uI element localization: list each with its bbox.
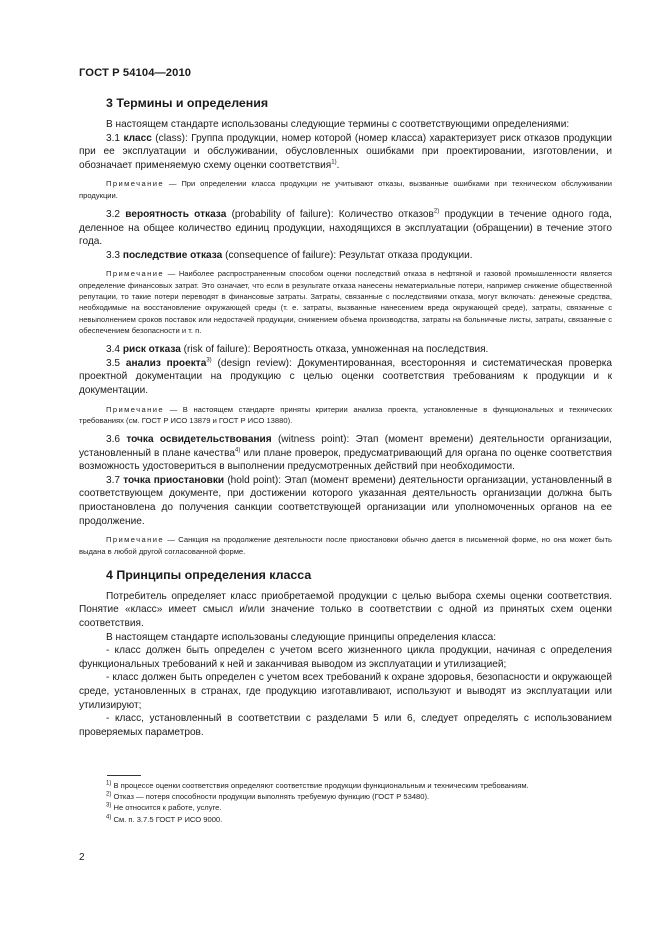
footnotes — [79, 780, 612, 825]
footnote-4: $^{4)}$ См. п. 3.7.5 ГОСТ Р ИСО 9000. — [106, 814, 223, 824]
term-3-5: 3.5 анализ проекта$^{3)}$ (design review): Документированная, всесторонняя и систематическая проверка проектной документации на продукцию с целью оценки соответствия требованиям к продукции и к документации. — [79, 357, 613, 396]
section-4-paragraph-2: В настоящем стандарте использованы следующие принципы определения класса: — [106, 631, 497, 643]
note-2: Примечание — Наиболее распространенным способом оценки последствий отказа в нефтяной и газовой промышленности является определение финансовых затрат. Это означает, что если в результате отказа нанесены нематериальные потери, например снижение общественной репутации, то такие потери переводят в финансовые затраты. Затраты, связанные с последствиями отказа, могут включать: денежные средства, необходимые на восстановление окружающей среды (т. е. затраты, вызванные нанесением вреда окружающей среде), затраты, связанные с невыполнением сроков поставок или недостачей продукции, снижением объема производства, затраты на больничные листы, затраты, связанные с обеспечением безопасности и т. п. — [79, 269, 612, 335]
page-number: 2 — [79, 852, 85, 863]
term-3-3: 3.3 последствие отказа (consequence of failure): Результат отказа продукции. — [106, 249, 473, 261]
note-3: Примечание — В настоящем стандарте приняты критерии анализа проекта, установленные в функциональных и технических требованиях (см. ГОСТ Р ИСО 13879 и ГОСТ Р ИСО 13880). — [79, 404, 612, 425]
section-3-heading: 3 Термины и определения — [106, 96, 269, 110]
document-header: ГОСТ Р 54104—2010 — [79, 67, 192, 79]
footnote-2: $^{2)}$ Отказ — потеря способности продукции выполнять требуемую функцию (ГОСТ Р 53480). — [106, 791, 430, 802]
footnote-3: $^{3)}$ Не относится к работе, услуге. — [106, 802, 222, 813]
page-content — [79, 96, 612, 739]
section-4-heading: 4 Принципы определения класса — [106, 567, 312, 582]
principle-item-1: - класс должен быть определен с учетом всего жизненного цикла продукции, начиная с определения функциональных требований к ней и заканчивая выводом из эксплуатации и утилизацией; — [79, 645, 612, 670]
principle-item-3: - класс, установленный в соответствии с разделами 5 или 6, следует определять с использованием проверяемых параметров. — [79, 713, 612, 738]
term-3-6: 3.6 точка освидетельствования (witness point): Этап (момент времени) деятельности организации, установленный в плане качества$^{4)}$ или плане проверок, предусматривающий для органа по оценке соответствия возможность удостовериться в выполнении предусмотренных действий при необходимости. — [79, 434, 613, 473]
term-3-4: 3.4 риск отказа (risk of failure): Вероятность отказа, умноженная на последствия. — [106, 344, 489, 356]
term-3-1: 3.1 класс (class): Группа продукции, номер которой (номер класса) характеризует риск отказов продукции при ее эксплуатации и обслуживании, обусловленных ошибками при проектировании, изготовлении, и обозначает применяемую схему оценки соответствия$^{1)}$. — [79, 132, 612, 171]
footnote-separator — [107, 775, 141, 776]
section-4-paragraph-1: Потребитель определяет класс приобретаемой продукции с целью выбора схемы оценки соответствия. Понятие «класс» имеет смысл и/или значение только в соответствии с одной из принятых схем оценки соответствия. — [79, 590, 612, 630]
principle-item-2: - класс должен быть определен с учетом всех требований к охране здоровья, безопасности и окружающей среде, установленных в странах, где продукцию изготавливают, используют и выводят из эксплуатации или утилизируют; — [79, 672, 612, 711]
note-1: Примечание — При определении класса продукции не учитывают отказы, вызванные ошибками при техническом обслуживании продукции. — [79, 179, 612, 200]
note-4: Примечание — Санкция на продолжение деятельности после приостановки обычно дается в письменной форме, но она может быть выдана в любой другой согласованной форме. — [79, 535, 612, 556]
term-3-2: 3.2 вероятность отказа (probability of failure): Количество отказов$^{2)}$ продукции в течение одного года, деленное на общее количество единиц продукции, находящихся в эксплуатации (обращении) в течение этого года. — [79, 208, 612, 248]
term-3-7: 3.7 точка приостановки (hold point): Этап (момент времени) деятельности организации, установленный в соответствующем документе, при достижении которого указанная деятельность организации должна быть приостановлена до получения санкции соответствующей организации или уполномоченных органов на ее продолжение. — [79, 474, 613, 527]
footnote-1: $^{1)}$ В процессе оценки соответствия определяют соответствие продукции функциональным и техническим требованиям. — [106, 780, 529, 790]
section-3-intro: В настоящем стандарте использованы следующие термины с соответствующими определениями: — [106, 119, 570, 130]
